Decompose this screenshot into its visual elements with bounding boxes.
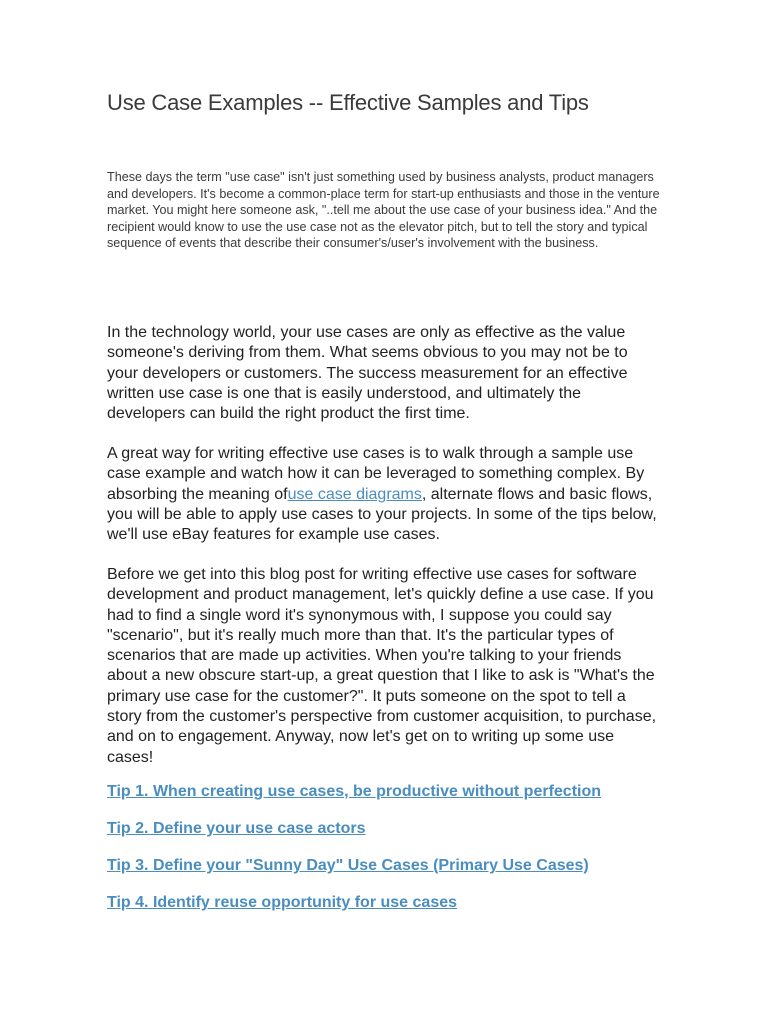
paragraph-2-text-after-link: , alternate flows and basic flows, you will be able to apply use cases to your projects. In some of the tips below, we'll use eBay features for example use cases. <box>107 485 657 544</box>
intro-paragraph: These days the term "use case" isn't just something used by business analysts, product managers and developers. It's become a common-place term for start-up enthusiasts and those in the venture market. You might here someone ask, "..tell me about the use case of your business idea." And the recipient would know to use the use case not as the elevator pitch, but to tell the story and typical sequence of events that describe their consumer's/user's involvement with the business. <box>107 170 660 250</box>
body-paragraph-1: In the technology world, your use cases are only as effective as the value someone's deriving from them. What seems obvious to you may not be to your developers or customers. The success measurement for an effective written use case is one that is easily understood, and ultimately the developers can build the right product the first time. <box>107 324 628 423</box>
tip-3-link[interactable]: Tip 3. Define your "Sunny Day" Use Cases (Primary Use Cases) <box>107 857 589 874</box>
use-case-diagrams-link[interactable]: use case diagrams <box>287 485 422 503</box>
tip-4-link[interactable]: Tip 4. Identify reuse opportunity for use cases <box>107 894 458 911</box>
body-paragraph-2 <box>107 444 663 545</box>
body-paragraph-3: Before we get into this blog post for writing effective use cases for software development and product management, let's quickly define a use case. If you had to find a single word it's synonymous with, I suppose you could say "scenario", but it's really much more than that. It's the particular types of scenarios that are made up activities. When you're talking to your friends about a new obscure start-up, a great question that I like to ask is "What's the primary use case for the customer?". It puts someone on the spot to tell a story from the customer's perspective from customer acquisition, to purchase, and on to engagement. Anyway, now let's get on to writing up some use cases! <box>107 566 657 766</box>
tip-2-link[interactable]: Tip 2. Define your use case actors <box>107 820 366 837</box>
page-title: Use Case Examples -- Effective Samples and Tips <box>107 90 589 115</box>
paragraph-2-text-before-link: A great way for writing effective use cases is to walk through a sample use case example and watch how it can be leveraged to something complex. By absorbing the meaning of <box>107 445 645 503</box>
tip-1-link[interactable]: Tip 1. When creating use cases, be productive without perfection <box>107 783 602 800</box>
